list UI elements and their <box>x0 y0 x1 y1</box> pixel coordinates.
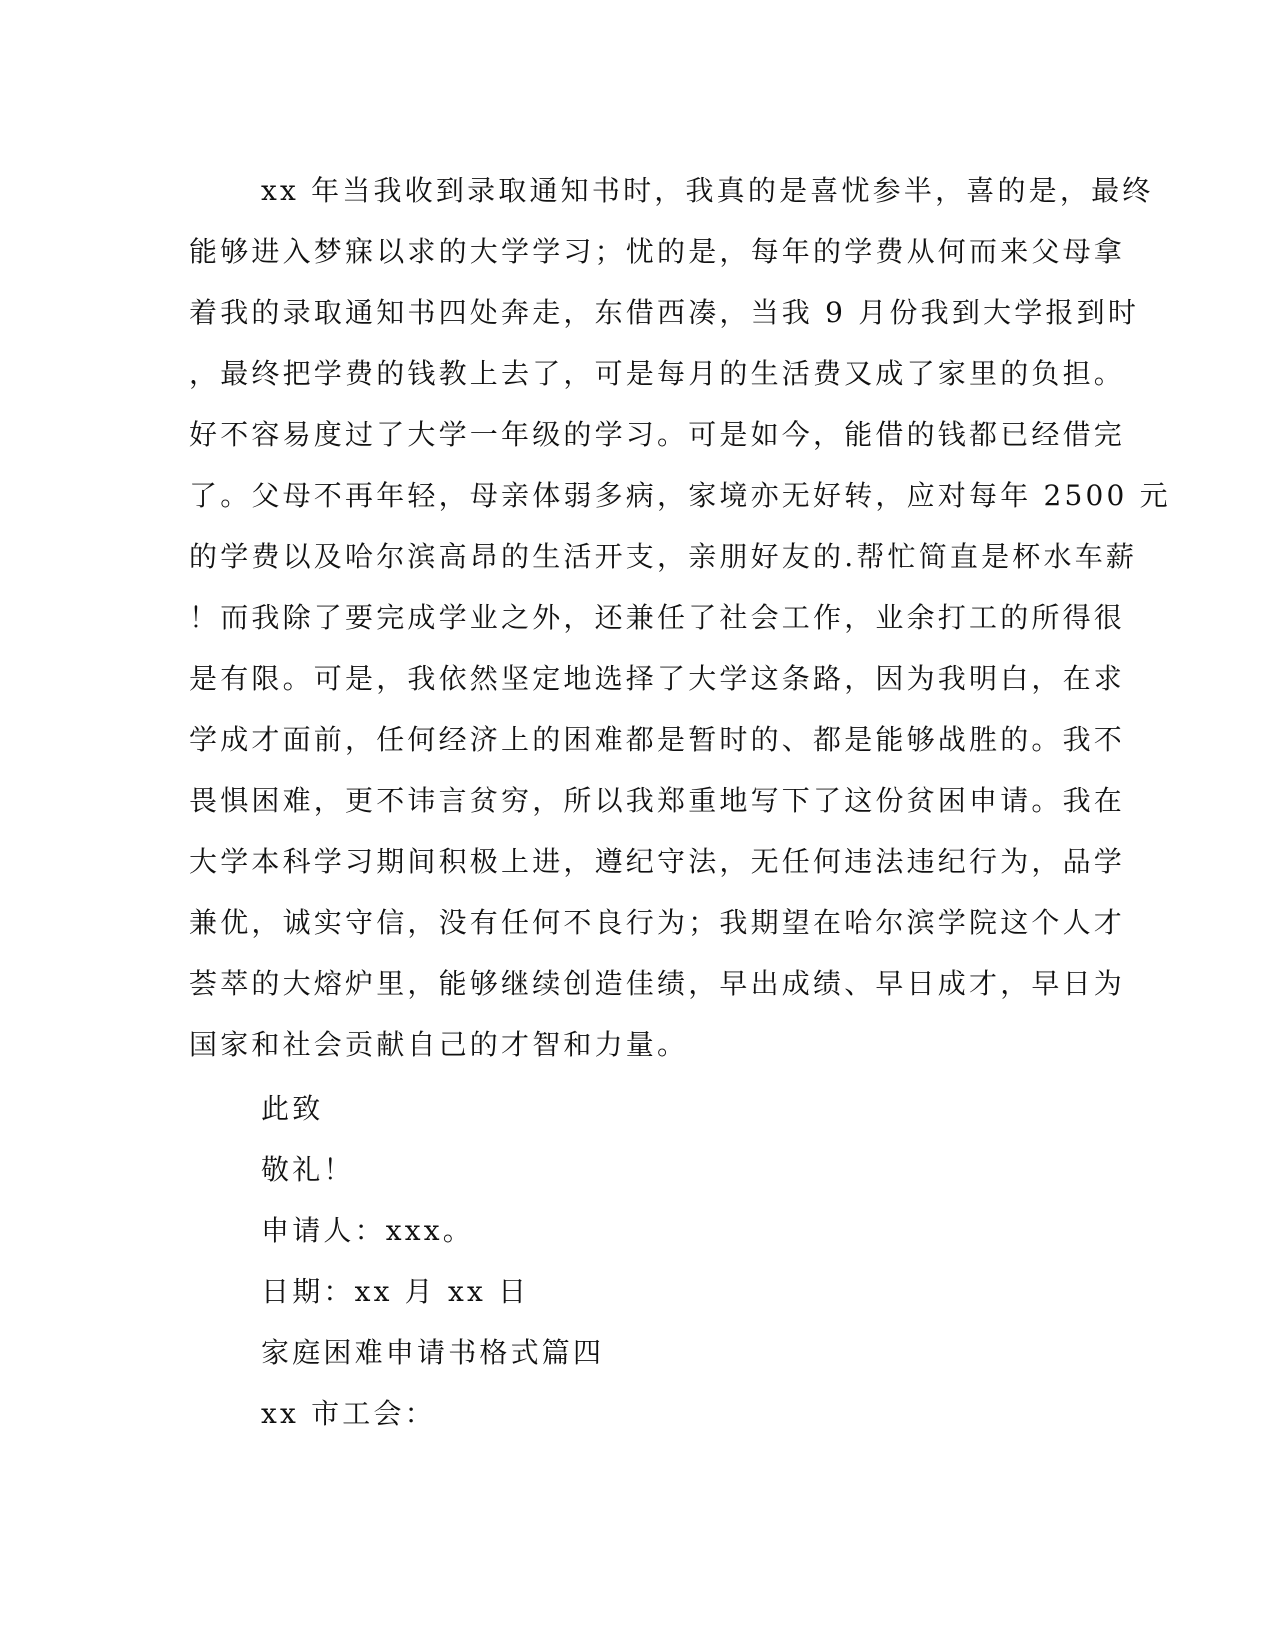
paragraph-line: 学成才面前，任何经济上的困难都是暂时的、都是能够战胜的。我不 <box>189 723 1126 756</box>
date-line: 日期：xx 月 xx 日 <box>261 1275 530 1308</box>
paragraph-line: 国家和社会贡献自己的才智和力量。 <box>189 1028 689 1061</box>
paragraph-line: 能够进入梦寐以求的大学学习；忧的是，每年的学费从何而来父母拿 <box>189 235 1126 268</box>
paragraph-line: 荟萃的大熔炉里，能够继续创造佳绩，早出成绩、早日成才，早日为 <box>189 967 1126 1000</box>
paragraph-line: 了。父母不再年轻，母亲体弱多病，家境亦无好转，应对每年 2500 元 <box>189 479 1171 512</box>
application-paragraph <box>189 160 1171 1075</box>
salutation-ci-zhi: 此致 <box>261 1092 324 1125</box>
section-title: 家庭困难申请书格式篇四 <box>261 1336 605 1369</box>
paragraph-line: ！而我除了要完成学业之外，还兼任了社会工作，业余打工的所得很 <box>189 601 1126 634</box>
applicant-line: 申请人：xxx。 <box>261 1214 474 1247</box>
paragraph-line: 大学本科学习期间积极上进，遵纪守法，无任何违法违纪行为，品学 <box>189 845 1126 878</box>
paragraph-line: 畏惧困难，更不讳言贫穷，所以我郑重地写下了这份贫困申请。我在 <box>189 784 1126 817</box>
paragraph-line: 是有限。可是，我依然坚定地选择了大学这条路，因为我明白，在求 <box>189 662 1126 695</box>
paragraph-line: xx 年当我收到录取通知书时，我真的是喜忧参半，喜的是，最终 <box>261 174 1154 207</box>
paragraph-line: 着我的录取通知书四处奔走，东借西凑，当我 9 月份我到大学报到时 <box>189 296 1140 329</box>
salutation-jing-li: 敬礼！ <box>261 1153 355 1186</box>
closing-block <box>261 1078 1061 1444</box>
addressee-line: xx 市工会： <box>261 1397 436 1430</box>
paragraph-line: 兼优，诚实守信，没有任何不良行为；我期望在哈尔滨学院这个人才 <box>189 906 1126 939</box>
paragraph-line: ，最终把学费的钱教上去了，可是每月的生活费又成了家里的负担。 <box>189 357 1126 390</box>
paragraph-line: 的学费以及哈尔滨高昂的生活开支，亲朋好友的.帮忙简直是杯水车薪 <box>189 540 1138 573</box>
paragraph-line: 好不容易度过了大学一年级的学习。可是如今，能借的钱都已经借完 <box>189 418 1126 451</box>
